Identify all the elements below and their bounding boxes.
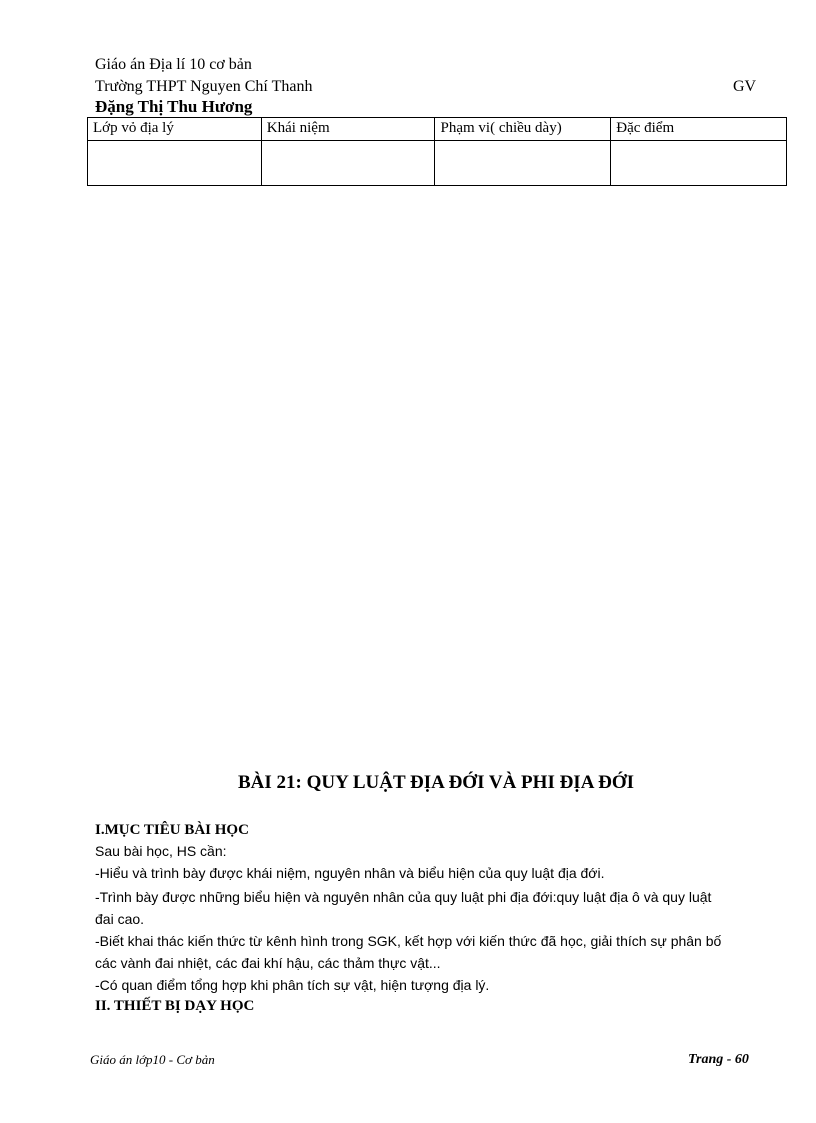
table-cell [435,141,611,186]
header-gv: GV [733,78,757,95]
table-header-cell: Đặc điểm [611,118,787,141]
objective-2-line-1: -Trình bày được những biểu hiện và nguyên nhân của quy luật phi địa đới:quy luật địa ô và quy luật [95,889,712,905]
table-cell [261,141,435,186]
objectives-intro: Sau bài học, HS cần: [95,843,227,859]
objective-3-line-2: các vành đai nhiệt, các đai khí hậu, các thảm thực vật... [95,955,441,971]
lesson-title: BÀI 21: QUY LUẬT ĐỊA ĐỚI VÀ PHI ĐỊA ĐỚI [237,772,635,793]
table-header-cell: Lớp vỏ địa lý [88,118,262,141]
objective-3-line-1: -Biết khai thác kiến thức từ kênh hình trong SGK, kết hợp với kiến thức đã học, giải thích sự phân bố [95,933,722,949]
footer-left: Giáo án lớp10 - Cơ bản [90,1052,215,1067]
table-cell [611,141,787,186]
section-equipment: II. THIẾT BỊ DẠY HỌC [95,998,255,1014]
table-header-cell: Khái niệm [261,118,435,141]
table-row [88,141,787,186]
table-header-cell: Phạm vi( chiều dày) [435,118,611,141]
table-cell [88,141,262,186]
header-school: Trường THPT Nguyen Chí Thanh [95,78,313,95]
objective-2-line-2: đai cao. [95,911,145,927]
table-header-row [88,118,787,141]
objective-4: -Có quan điểm tổng hợp khi phân tích sự vật, hiện tượng địa lý. [95,977,490,993]
header-teacher: Đặng Thị Thu Hương [95,97,253,116]
section-objectives: I.MỤC TIÊU BÀI HỌC [95,822,249,838]
objective-1: -Hiểu và trình bày được khái niệm, nguyên nhân và biểu hiện của quy luật địa đới. [95,865,605,881]
header-line-1: Giáo án Địa lí 10 cơ bản [95,56,252,73]
geo-layer-table [87,117,787,186]
footer-page-number: Trang - 60 [688,1052,749,1067]
